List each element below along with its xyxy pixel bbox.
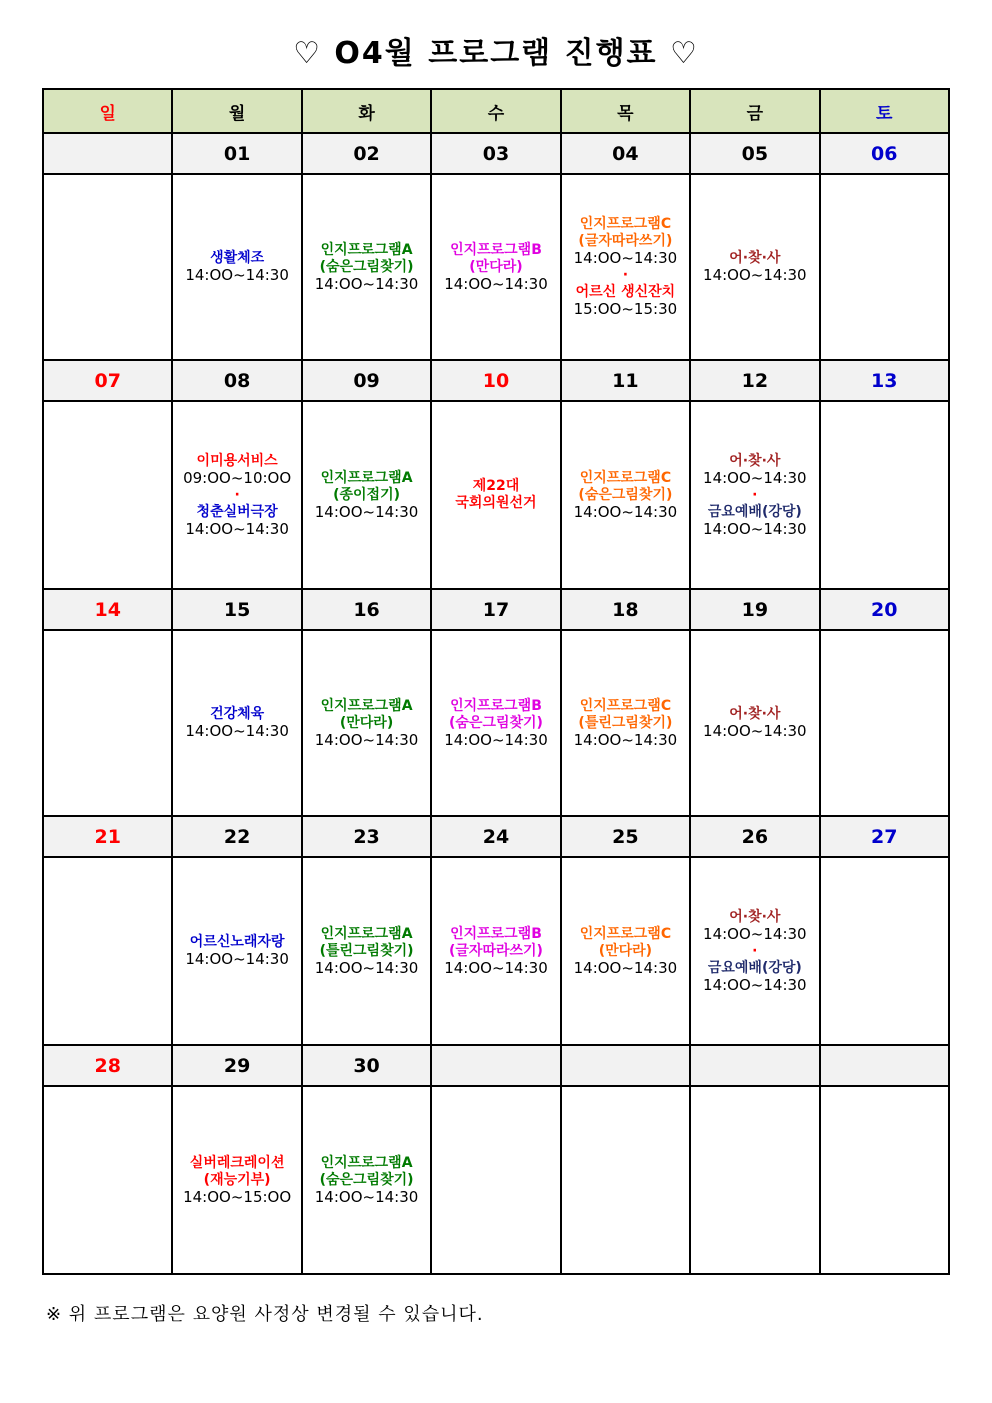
date-number: 19	[741, 598, 769, 621]
date-number-row	[43, 589, 949, 630]
weekday-header	[172, 89, 301, 133]
footnote: ※ 위 프로그램은 요양원 사정상 변경될 수 있습니다.	[46, 1304, 484, 1325]
schedule-cell	[431, 401, 560, 589]
event-list	[562, 698, 689, 749]
date-number-cell	[302, 589, 431, 630]
date-number: 20	[871, 598, 898, 621]
event-line: 인지프로그램C	[579, 697, 672, 714]
event-time: 14:OO~14:30	[703, 519, 807, 538]
event-list	[173, 706, 300, 740]
event-time: 14:OO~14:30	[314, 958, 419, 977]
schedule-cell	[431, 630, 560, 816]
weekday-label: 수	[487, 103, 505, 124]
event-line: (숨은그림찾기)	[449, 714, 543, 731]
date-number-cell	[172, 589, 301, 630]
event-time: 14:OO~14:30	[573, 958, 678, 977]
date-number: 28	[94, 1054, 121, 1077]
date-number-cell	[43, 1045, 172, 1086]
event-line: 어르신노래자랑	[189, 934, 285, 950]
schedule-row	[43, 630, 949, 816]
schedule-cell	[820, 857, 949, 1045]
schedule-cell	[820, 1086, 949, 1274]
date-number-cell	[820, 816, 949, 857]
event-line: (글자따라쓰기)	[578, 233, 673, 249]
schedule-cell	[43, 857, 172, 1045]
event-line: 생활체조	[210, 250, 265, 266]
event-time: 14:OO~14:30	[703, 266, 807, 284]
date-number-cell	[561, 589, 690, 630]
date-number: 24	[482, 825, 510, 848]
date-number: 27	[871, 825, 898, 848]
date-number-cell	[561, 133, 690, 174]
event-list	[562, 216, 689, 318]
date-number-cell	[43, 589, 172, 630]
event-list	[691, 453, 818, 538]
weekday-header	[302, 89, 431, 133]
event-time: 14:OO~14:30	[703, 975, 807, 994]
schedule-cell	[172, 630, 301, 816]
event-line: 금요예배(강당)	[707, 959, 802, 976]
event-line: 인지프로그램B	[450, 697, 542, 714]
event-line: ·	[622, 267, 629, 283]
date-number-cell	[302, 133, 431, 174]
schedule-cell	[690, 1086, 819, 1274]
date-number: 17	[482, 598, 510, 621]
weekday-label: 일	[99, 103, 116, 124]
event-time: 14:OO~14:30	[314, 502, 419, 521]
date-number-cell	[690, 816, 819, 857]
weekday-header	[43, 89, 172, 133]
schedule-cell	[561, 174, 690, 360]
weekday-header	[431, 89, 560, 133]
schedule-cell	[172, 857, 301, 1045]
date-number-cell	[172, 360, 301, 401]
schedule-row	[43, 174, 949, 360]
schedule-cell	[431, 857, 560, 1045]
event-line: (숨은그림찾기)	[319, 258, 414, 275]
weekday-header	[690, 89, 819, 133]
schedule-cell	[561, 401, 690, 589]
weekday-header-row	[43, 89, 949, 133]
date-number-cell	[561, 360, 690, 401]
event-time: 14:OO~14:30	[185, 266, 289, 284]
event-time: 14:OO~14:30	[573, 502, 678, 521]
event-list	[303, 242, 430, 293]
event-line: (종이접기)	[333, 486, 400, 503]
schedule-cell	[43, 630, 172, 816]
date-number: 10	[482, 369, 510, 392]
event-list	[173, 453, 300, 538]
event-line: 인지프로그램A	[320, 1154, 413, 1171]
event-list	[432, 698, 559, 749]
schedule-cell	[561, 1086, 690, 1274]
event-line: 인지프로그램A	[320, 697, 413, 714]
date-number-row	[43, 1045, 949, 1086]
calendar-table	[42, 88, 950, 1275]
event-line: 건강체육	[210, 706, 265, 722]
schedule-cell	[561, 630, 690, 816]
event-time: 14:OO~14:30	[314, 730, 419, 749]
schedule-cell	[431, 1086, 560, 1274]
schedule-row	[43, 857, 949, 1045]
schedule-cell	[561, 857, 690, 1045]
page-title: ♡ O4월 프로그램 진행표 ♡	[293, 36, 699, 71]
event-list	[303, 698, 430, 749]
event-line: 청춘실버극장	[196, 503, 278, 520]
date-number-cell	[431, 589, 560, 630]
date-number: 07	[94, 369, 121, 392]
schedule-cell	[43, 401, 172, 589]
event-time: 14:OO~14:30	[573, 249, 678, 267]
schedule-cell	[820, 401, 949, 589]
weekday-label: 토	[876, 103, 893, 124]
event-line: 이미용서비스	[196, 452, 278, 469]
event-list	[303, 470, 430, 521]
event-time: 14:OO~15:OO	[183, 1187, 292, 1206]
event-time: 14:OO~14:30	[444, 730, 548, 749]
date-number: 23	[353, 825, 380, 848]
event-list	[562, 926, 689, 977]
calendar-body	[43, 133, 949, 1274]
event-line: ·	[234, 486, 240, 503]
date-number-cell	[43, 816, 172, 857]
event-list	[691, 909, 818, 994]
event-time: 14:OO~14:30	[703, 722, 807, 740]
event-line: 인지프로그램C	[579, 925, 672, 942]
date-number-row	[43, 816, 949, 857]
date-number: 06	[871, 142, 898, 165]
weekday-label: 목	[617, 103, 634, 124]
date-number-cell	[820, 133, 949, 174]
date-number-cell	[431, 360, 560, 401]
date-number-cell	[172, 1045, 301, 1086]
event-time: 14:OO~14:30	[444, 274, 548, 293]
event-line: 어르신 생신잔치	[575, 284, 676, 300]
schedule-cell	[302, 857, 431, 1045]
event-line: (틀린그림찾기)	[319, 942, 414, 959]
event-list	[562, 470, 689, 521]
event-list	[691, 706, 818, 740]
schedule-row	[43, 401, 949, 589]
date-number-cell	[172, 133, 301, 174]
date-number-cell	[302, 1045, 431, 1086]
date-number-row	[43, 133, 949, 174]
date-number-cell	[561, 1045, 690, 1086]
event-line: (숨은그림찾기)	[578, 486, 673, 503]
event-line: ·	[752, 486, 758, 503]
date-number-cell	[43, 360, 172, 401]
schedule-cell	[690, 630, 819, 816]
event-time: 14:OO~14:30	[185, 722, 289, 740]
date-number: 03	[482, 142, 510, 165]
event-line: 인지프로그램A	[320, 925, 413, 942]
event-line: 어·찾·사	[729, 452, 781, 469]
date-number: 01	[223, 142, 251, 165]
event-line: 어·찾·사	[729, 250, 781, 266]
date-number-cell	[690, 589, 819, 630]
date-number: 14	[94, 598, 121, 621]
date-number-cell	[431, 1045, 560, 1086]
weekday-label: 월	[228, 103, 246, 124]
schedule-cell	[820, 630, 949, 816]
event-line: 실버레크레이션	[189, 1154, 285, 1171]
event-time: 14:OO~14:30	[185, 519, 289, 538]
event-time: 14:OO~14:30	[703, 924, 807, 943]
date-number-cell	[820, 589, 949, 630]
date-number-cell	[690, 133, 819, 174]
event-line: 국회의원선거	[455, 495, 537, 511]
date-number: 13	[871, 369, 898, 392]
schedule-cell	[820, 174, 949, 360]
date-number-cell	[302, 816, 431, 857]
date-number-cell	[431, 133, 560, 174]
date-number: 18	[612, 598, 639, 621]
schedule-cell	[302, 630, 431, 816]
date-number: 09	[353, 369, 380, 392]
date-number-cell	[690, 1045, 819, 1086]
event-line: 인지프로그램C	[579, 469, 672, 486]
date-number: 26	[741, 825, 769, 848]
event-line: (글자따라쓰기)	[449, 942, 543, 959]
date-number-cell	[431, 816, 560, 857]
date-number: 05	[741, 142, 769, 165]
date-number: 15	[223, 598, 251, 621]
schedule-cell	[690, 401, 819, 589]
date-number-cell	[302, 360, 431, 401]
event-line: (만다라)	[339, 714, 394, 731]
date-number: 16	[353, 598, 380, 621]
date-number-cell	[690, 360, 819, 401]
date-number: 11	[612, 369, 639, 392]
date-number: 02	[353, 142, 380, 165]
event-list	[432, 242, 559, 293]
weekday-label: 금	[746, 103, 764, 124]
event-line: 어·찾·사	[729, 706, 781, 722]
date-number-cell	[561, 816, 690, 857]
date-number: 08	[223, 369, 251, 392]
event-line: ·	[752, 942, 758, 959]
schedule-cell	[302, 1086, 431, 1274]
event-line: 인지프로그램C	[579, 216, 672, 232]
schedule-cell	[690, 857, 819, 1045]
event-list	[173, 250, 300, 284]
schedule-cell	[172, 1086, 301, 1274]
event-time: 14:OO~14:30	[703, 468, 807, 487]
event-line: 인지프로그램B	[450, 925, 542, 942]
date-number: 25	[612, 825, 639, 848]
weekday-label: 화	[358, 103, 375, 124]
event-line: (재능기부)	[203, 1171, 271, 1188]
event-line: 인지프로그램B	[450, 241, 542, 258]
event-line: 어·찾·사	[729, 908, 781, 925]
schedule-cell	[302, 401, 431, 589]
schedule-cell	[690, 174, 819, 360]
event-list	[691, 250, 818, 284]
date-number: 21	[94, 825, 121, 848]
schedule-row	[43, 1086, 949, 1274]
date-number: 12	[741, 369, 769, 392]
date-number-row	[43, 360, 949, 401]
event-list	[432, 926, 559, 977]
event-list	[173, 934, 300, 968]
event-line: (틀린그림찾기)	[578, 714, 673, 731]
event-list	[303, 926, 430, 977]
event-time: 09:OO~10:OO	[183, 468, 292, 487]
date-number: 30	[353, 1054, 380, 1077]
date-number: 29	[223, 1054, 251, 1077]
event-time: 14:OO~14:30	[444, 958, 548, 977]
event-line: (숨은그림찾기)	[319, 1171, 414, 1188]
schedule-cell	[172, 401, 301, 589]
date-number-cell	[43, 133, 172, 174]
event-time: 14:OO~14:30	[314, 274, 419, 293]
event-time: 15:OO~15:30	[573, 300, 678, 318]
date-number-cell	[172, 816, 301, 857]
event-line: (만다라)	[469, 258, 523, 275]
schedule-cell	[172, 174, 301, 360]
date-number-cell	[820, 360, 949, 401]
event-list	[432, 478, 559, 512]
event-line: 인지프로그램A	[320, 469, 413, 486]
weekday-header	[561, 89, 690, 133]
schedule-cell	[302, 174, 431, 360]
event-time: 14:OO~14:30	[314, 1187, 419, 1206]
event-line: (만다라)	[598, 942, 653, 959]
event-line: 인지프로그램A	[320, 241, 413, 258]
event-list	[303, 1155, 430, 1206]
event-line: 제22대	[472, 478, 520, 494]
event-time: 14:OO~14:30	[573, 730, 678, 749]
schedule-cell	[43, 1086, 172, 1274]
date-number-cell	[820, 1045, 949, 1086]
event-list	[173, 1155, 300, 1206]
weekday-header	[820, 89, 949, 133]
schedule-cell	[431, 174, 560, 360]
date-number: 04	[612, 142, 639, 165]
event-line: 금요예배(강당)	[707, 503, 802, 520]
schedule-cell	[43, 174, 172, 360]
event-time: 14:OO~14:30	[185, 950, 289, 968]
date-number: 22	[223, 825, 251, 848]
